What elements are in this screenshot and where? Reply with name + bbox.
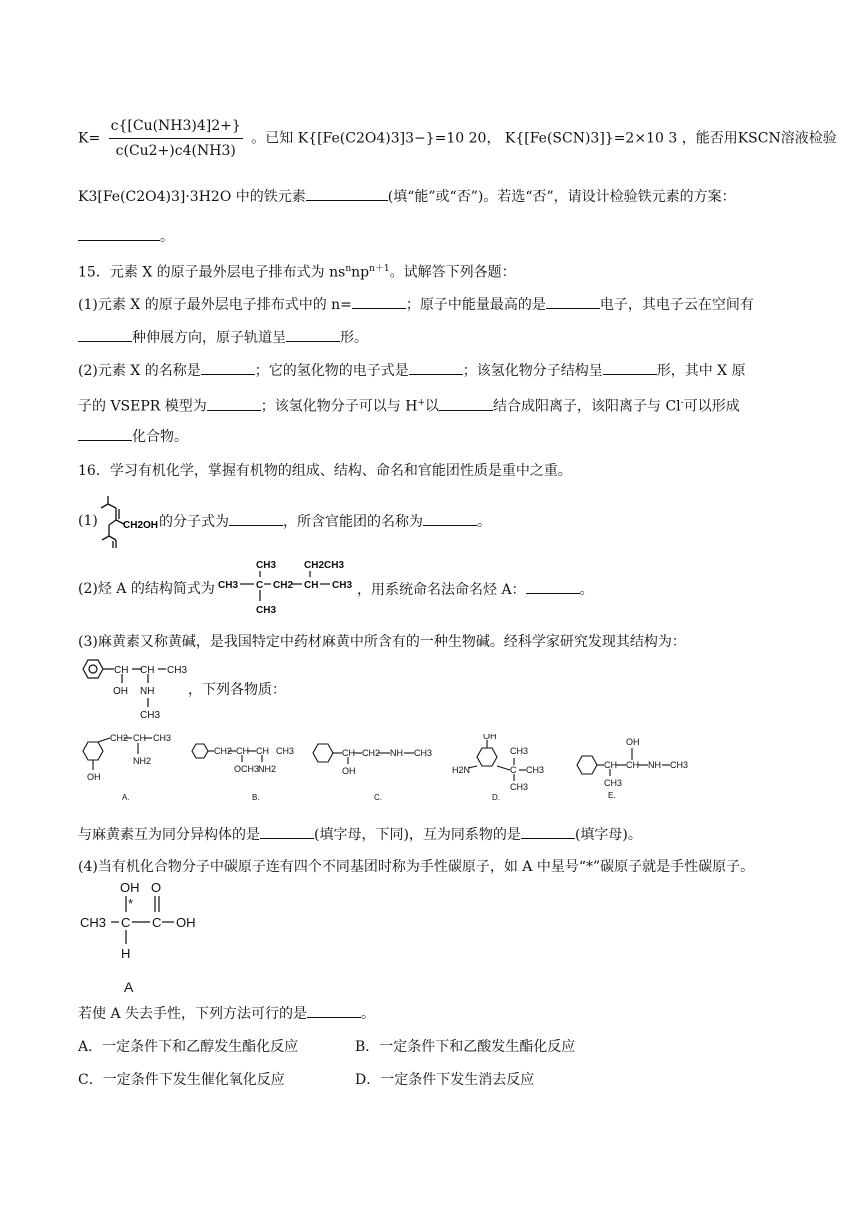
q14-question: ，能否用KSCN溶液检验: [681, 130, 837, 147]
q15-p1d: 种伸展方向，原子轨道呈: [132, 330, 286, 346]
d-letter: D.: [492, 793, 500, 802]
q15-p1c: 电子，其电子云在空间有: [599, 297, 754, 313]
q14-tail: (填“能”或“否”)。若选“否”，请设计检验铁元素的方案：: [387, 189, 736, 205]
answer-blank[interactable]: [306, 186, 388, 201]
c-ch2: CH2: [362, 748, 381, 758]
c-quaternary: C: [256, 580, 264, 591]
answer-blank[interactable]: [423, 511, 477, 526]
molecule-a-label: A: [124, 979, 134, 995]
q14-known: 。已知: [251, 130, 294, 147]
hydrocarbon-a-structure: [218, 555, 354, 617]
h-bottom: H: [121, 946, 131, 961]
ch3-left: CH3: [218, 580, 239, 591]
ch-2: CH: [140, 665, 155, 676]
d-ch3-bottom: CH3: [510, 782, 529, 792]
k-fraction: [109, 116, 243, 161]
q16-p3qc: (填字母)。: [574, 827, 642, 843]
q14-line2: [78, 186, 736, 207]
q14-end: 。: [160, 229, 174, 245]
ch3: CH3: [80, 915, 107, 930]
ch2oh-label: CH2OH: [123, 520, 159, 531]
answer-blank[interactable]: [439, 396, 493, 411]
q16-p1-text: [159, 511, 491, 532]
choice-a-structure: [83, 734, 171, 802]
choice-b-structure: [192, 744, 294, 802]
q15-p2i: 可以形成: [683, 398, 740, 415]
q16-p3-question: [78, 824, 642, 845]
ch-1: CH: [114, 665, 129, 676]
b-och3: OCH3: [234, 764, 260, 774]
q15-p1e: 形。: [340, 330, 368, 346]
ch3-2: CH3: [140, 710, 161, 721]
k-lhs: K=: [78, 130, 101, 147]
q15-stem: [78, 259, 516, 283]
q16-stem: [78, 461, 572, 481]
q15-p2f: ；该氢化物分子可以与 H: [260, 398, 418, 415]
b-nh2: NH2: [258, 764, 277, 774]
choice-d-structure: [452, 734, 544, 802]
choice-e-structure: [577, 737, 688, 800]
q16-stem-text: 16．学习有机化学，掌握有机物的组成、结构、命名和官能团性质是重中之重。: [78, 463, 572, 479]
answer-blank[interactable]: [260, 824, 314, 839]
q15-p2c: ；该氢化物分子结构呈: [462, 363, 603, 379]
ch-tertiary: CH: [304, 580, 319, 591]
q15-p1a: (1)元素 X 的原子最外层电子排布式中的 n=: [78, 297, 352, 313]
o-carbonyl: O: [151, 880, 162, 895]
lactic-acid-structure: [78, 876, 218, 998]
q16-p3-stem-text: (3)麻黄素又称黄碱，是我国特定中药材麻黄中所含有的一种生物碱。经科学家研究发现其结构为：: [78, 634, 686, 650]
a-oh: OH: [87, 772, 101, 782]
e-oh: OH: [626, 737, 640, 747]
q16-p3qb: (填字母，下同)，互为同系物的是: [314, 827, 521, 843]
carboxyl-c: C: [152, 915, 162, 930]
ephedrine-structure: [78, 656, 192, 722]
a-letter: A.: [122, 793, 130, 802]
q14-text: 中的铁元素: [235, 189, 306, 205]
q16-p1a: 的分子式为: [159, 514, 229, 530]
option-b[interactable]: B．一定条件下和乙酸发生酯化反应: [355, 1039, 576, 1055]
b-ch-2: CH: [256, 746, 269, 756]
e-ch3-right: CH3: [670, 760, 689, 770]
q16-p4qa: 若使 A 失去手性，下列方法可行的是: [78, 1006, 308, 1022]
oh-right: OH: [176, 915, 196, 930]
ch2-mid: CH2: [273, 580, 294, 591]
q15-p2g: 以: [425, 398, 440, 415]
answer-blank[interactable]: [307, 1003, 361, 1018]
q15-p2-line1: [78, 360, 746, 381]
d-h2n: H2N: [452, 765, 471, 775]
sup-n1: n＋1: [369, 264, 390, 274]
q16-p1c: 。: [477, 514, 491, 530]
k-denominator: c(Cu2+)c4(NH3): [115, 143, 236, 159]
answer-blank[interactable]: [78, 327, 132, 342]
nh-1: NH: [140, 686, 155, 697]
chiral-c: C: [121, 915, 131, 930]
q15-p2e: 子的 VSEPR 模型为: [78, 398, 207, 415]
d-ch3-right: CH3: [526, 765, 545, 775]
choice-c-structure: [313, 744, 432, 802]
ch3-1: CH3: [167, 665, 188, 676]
answer-blank[interactable]: [78, 426, 132, 441]
q15-p1-line2: [78, 327, 368, 348]
a-ch3: CH3: [153, 734, 172, 743]
q16-p2a: (2)烃 A 的结构简式为: [78, 581, 215, 597]
q16-p4-stem-text: (4)当有机化合物分子中碳原子连有四个不同基团时称为手性碳原子，如 A 中星号“*”碳原子就是手性碳原子。: [78, 859, 755, 875]
answer-blank[interactable]: [286, 327, 340, 342]
c-oh: OH: [342, 766, 356, 776]
d-oh: OH: [483, 734, 497, 741]
q16-p3-after-text: ，下列各物质：: [188, 682, 286, 698]
q15-stem-text: 15．元素 X 的原子最外层电子排布式为 ns: [78, 264, 346, 281]
chiral-star: *: [128, 896, 134, 911]
d-ch3-top: CH3: [510, 746, 529, 756]
b-ch2: CH2: [214, 746, 233, 756]
e-letter: E.: [608, 791, 616, 800]
option-c[interactable]: C．一定条件下发生催化氧化反应: [78, 1072, 285, 1088]
k-fe-oxalate: K{[Fe(C2O4)3]3−}=10 20: [297, 130, 487, 147]
ethyl-top: CH2CH3: [304, 560, 345, 571]
q16-p1: [78, 511, 98, 531]
e-ch-2: CH: [626, 760, 639, 770]
answer-blank[interactable]: [521, 824, 575, 839]
d-c: C: [510, 765, 517, 775]
a-ch: CH: [133, 734, 146, 743]
q15-p2-line2: [78, 393, 740, 417]
c-ch3: CH3: [414, 748, 433, 758]
oh-1: OH: [113, 686, 128, 697]
q16-p1-label: (1): [78, 513, 98, 529]
sup-plus: +: [417, 398, 426, 408]
q15-p1-line1: [78, 294, 754, 315]
b-ch3: CH3: [276, 746, 295, 756]
sup-minus: -: [680, 398, 684, 408]
q16-p3-stem: [78, 632, 686, 652]
q16-p4qb: 。: [361, 1006, 376, 1022]
b-letter: B.: [252, 793, 260, 802]
complex-formula: K3[Fe(C2O4)3]·3H2O: [78, 189, 232, 205]
q16-p3qa: 与麻黄素互为同分异构体的是: [78, 827, 260, 843]
a-nh2: NH2: [133, 756, 152, 766]
answer-blank[interactable]: [409, 360, 463, 375]
isomer-choices: [78, 734, 690, 806]
ch3-bottom: CH3: [256, 605, 277, 616]
answer-blank[interactable]: [352, 294, 406, 309]
c-ch: CH: [342, 748, 355, 758]
q16-p2b: ，用系统命名法命名烃 A：: [357, 582, 526, 598]
a-ch2: CH2: [110, 734, 129, 743]
option-d[interactable]: D．一定条件下发生消去反应: [355, 1072, 535, 1088]
q16-p3-after: [188, 680, 286, 700]
answer-blank[interactable]: [78, 226, 160, 241]
q15-p2h: 结合成阳离子，该阳离子与 Cl: [493, 398, 681, 415]
k-numerator: c{[Cu(NH3)4]2+}: [109, 116, 243, 139]
e-ch3-bottom: CH3: [604, 778, 623, 788]
q15-p1b: ；原子中能量最高的是: [405, 297, 546, 313]
q15-p2-line3: [78, 426, 188, 447]
e-nh: NH: [648, 760, 661, 770]
q15-p2d: 形，其中 X 原: [656, 363, 746, 379]
answer-blank[interactable]: [229, 511, 283, 526]
q16-p2-b: [357, 579, 594, 600]
q16-p4-stem: [78, 857, 754, 877]
q16-p2c: 。: [579, 582, 594, 598]
answer-blank[interactable]: [201, 360, 255, 375]
ch3-right: CH3: [332, 580, 353, 591]
q15-p2a: (2)元素 X 的名称是: [78, 363, 201, 379]
q15-stem-end: 。试解答下列各题：: [389, 264, 516, 281]
oh-top: OH: [120, 880, 140, 895]
q15-p2b: ；它的氢化物的电子式是: [254, 363, 409, 379]
q15-np: np: [351, 264, 370, 281]
q14-line3: [78, 226, 174, 247]
e-ch-1: CH: [604, 760, 617, 770]
terpene-alcohol-structure: [98, 494, 160, 550]
b-ch-1: CH: [236, 746, 249, 756]
ch3-top: CH3: [256, 560, 277, 571]
c-letter: C.: [374, 793, 382, 802]
answer-blank[interactable]: [546, 294, 600, 309]
answer-blank[interactable]: [526, 579, 580, 594]
q16-p2-a: [78, 579, 215, 599]
option-a[interactable]: A．一定条件下和乙醇发生酯化反应: [78, 1039, 299, 1055]
q16-p4-question: [78, 1003, 375, 1024]
answer-blank[interactable]: [603, 360, 657, 375]
q15-p2j: 化合物。: [132, 429, 188, 445]
answer-blank[interactable]: [207, 396, 261, 411]
q16-p1b: ，所含官能团的名称为: [283, 514, 423, 530]
k-fe-scn: K{[Fe(SCN)3]}=2×10 3: [504, 130, 678, 147]
c-nh: NH: [390, 748, 403, 758]
sup-n: n: [345, 264, 352, 274]
q14-line1: K= $\frac{c\{[Cu(NH3)4]2+\}}{c(Cu2+)c4(NH3)}$ 。已知 K{[Fe(C2O4)3]3−}=10 20， K{[Fe(SCN)3]}=2×10 3 ，能否用KSCN溶液检验: [78, 118, 837, 159]
